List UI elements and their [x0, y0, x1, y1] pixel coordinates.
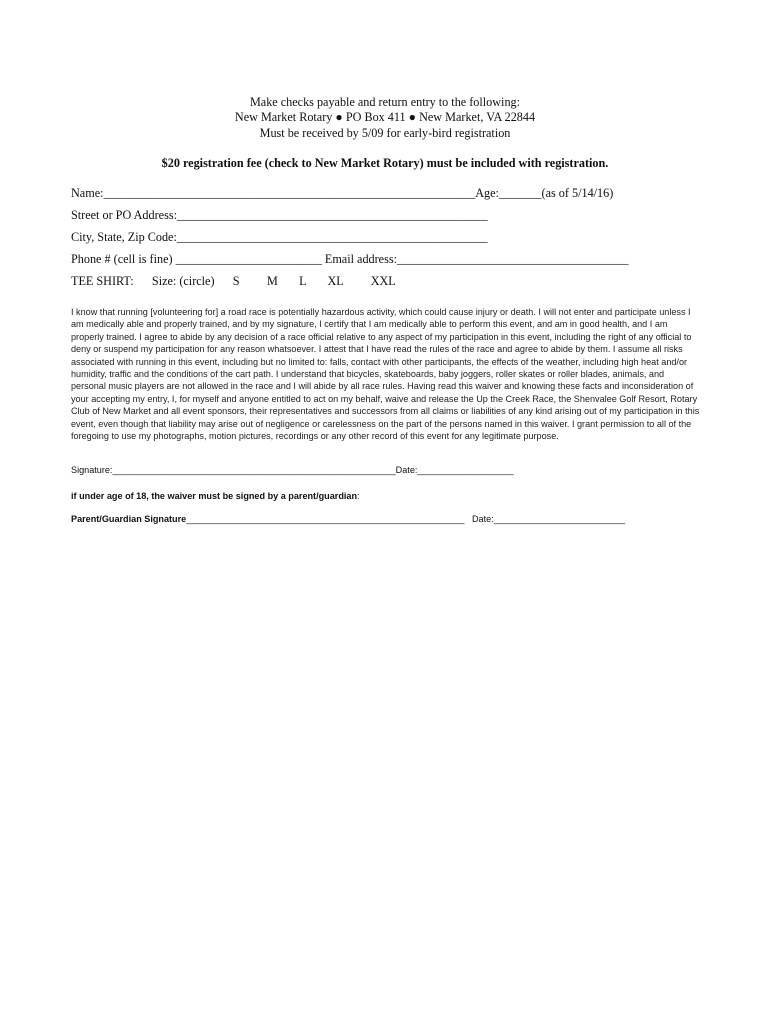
header-line-2: New Market Rotary ● PO Box 411 ● New Market, VA 22844 [234, 110, 536, 124]
parent-signature-label: Parent/Guardian Signature [71, 514, 187, 524]
header-line-3: Must be received by 5/09 for early-bird registration [259, 126, 511, 140]
name-age-field[interactable]: Name:_____________________________________________________________Age:_______(as of 5/14/16) [71, 186, 614, 200]
minor-notice-colon: : [357, 491, 360, 501]
city-state-zip-field[interactable]: City, State, Zip Code:___________________________________________________ [71, 230, 488, 244]
signature-date-line[interactable]: Signature:________________________________________________________Date:___________________ [71, 465, 514, 475]
fee-notice: $20 registration fee (check to New Market Rotary) must be included with registration. [161, 156, 609, 170]
parent-signature-blanks: _______________________________________________________ Date:__________________________ [186, 514, 626, 524]
parent-signature-line[interactable] [71, 514, 625, 524]
tee-shirt-size-field[interactable]: TEE SHIRT: Size: (circle) S M L XL XXL [71, 274, 396, 288]
address-field[interactable]: Street or PO Address:___________________________________________________ [71, 208, 488, 222]
header-line-1: Make checks payable and return entry to the following: [249, 95, 521, 109]
minor-notice-text: if under age of 18, the waiver must be signed by a parent/guardian [71, 491, 358, 501]
waiver-text: I know that running [volunteering for] a road race is potentially hazardous activity, which could cause injury or death. I will not enter and participate unless I am medically able and properly trained, and by my signature, I certify that I am medically able to perform this event, and am in good health, and I am properly trained. I agree to abide by any decision of a race official relative to any aspect of my participation in this event, including the right of any official to deny or suspend my participation for any reason whatsoever. I attest that I have read the rules of the race and agree to abide by them. I assume all risks associated with running in this event, including but no limited to: falls, contact with other participants, the effects of the weather, including high heat and/or humidity, traffic and the conditions of the cart path. I understand that bicycles, skateboards, baby joggers, roller skates or roller blades, animals, and personal music players are not allowed in the race and I will abide by all race rules. Having read this waiver and knowing these facts and inconsideration of your accepting my entry, I, for myself and anyone entitled to act on my behalf, waive and release the Up the Creek Race, the Shenvalee Golf Resort, Rotary Club of New Market and all event sponsors, their representatives and successors from all claims or liabilities of any kind arising out of my participation in this event, even though that liability may arise out of negligence or carelessness on the part of the persons named in this waiver. I grant permission to all of the foregoing to use my photographs, motion pictures, recordings or any other record of this event for any legitimate purpose. [71, 307, 700, 442]
phone-email-field[interactable]: Phone # (cell is fine) ________________________ Email address:______________________________________ [71, 252, 629, 266]
minor-notice [71, 491, 360, 501]
